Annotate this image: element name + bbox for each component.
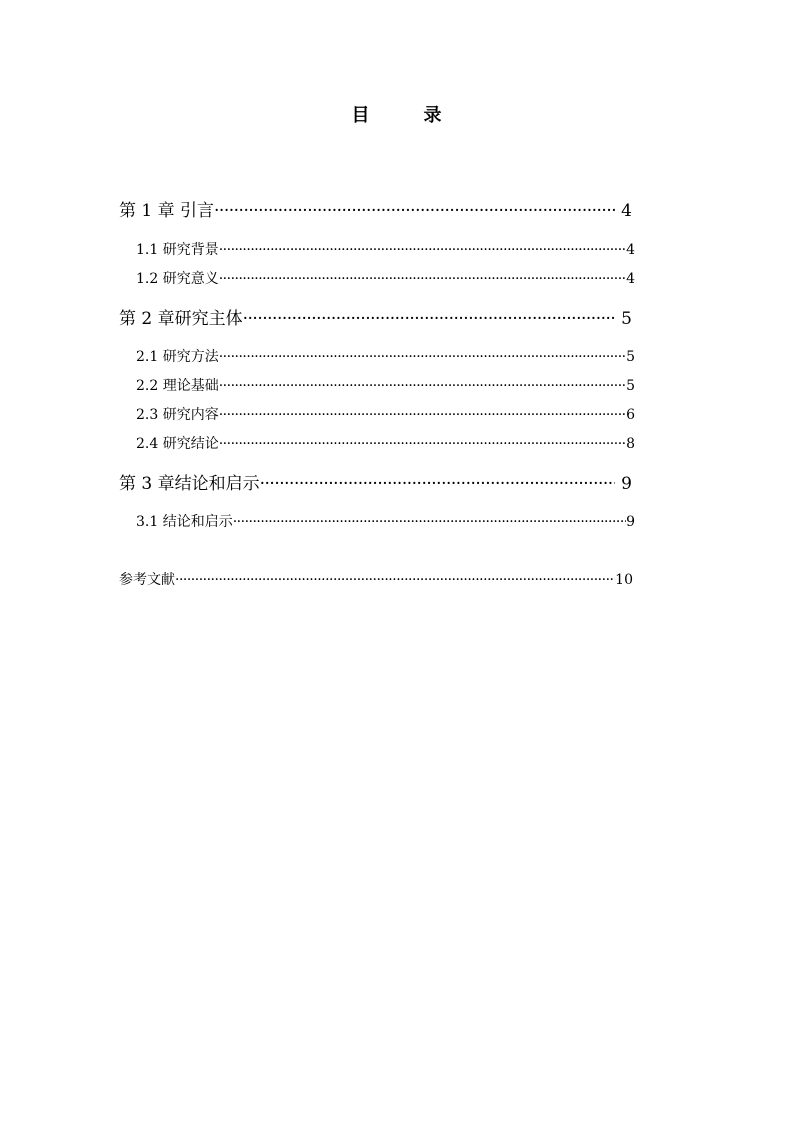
toc-entry-page-number: 10	[615, 572, 633, 588]
toc-entry-page-number: 6	[626, 407, 635, 423]
toc-entry-label: 3.1 结论和启示	[136, 514, 233, 530]
dot-leader	[219, 405, 626, 425]
toc-entry-section-1-1[interactable]	[136, 240, 635, 260]
toc-entry-label: 2.4 研究结论	[136, 436, 219, 452]
toc-entry-page-number: 5	[621, 309, 632, 329]
toc-entry-label: 第 3 章结论和启示	[119, 474, 260, 494]
dot-leader	[233, 512, 626, 532]
dot-leader	[219, 347, 626, 367]
dot-leader	[175, 570, 615, 590]
dot-leader	[219, 434, 626, 454]
toc-entry-page-number: 8	[626, 436, 635, 452]
toc-entry-page-number: 5	[626, 378, 635, 394]
toc-entry-chapter-1[interactable]	[119, 199, 632, 223]
toc-title: 目 录	[351, 105, 460, 126]
toc-entry-section-2-3[interactable]	[136, 405, 635, 425]
toc-entry-page-number: 5	[626, 349, 635, 365]
toc-entry-page-number: 9	[626, 514, 635, 530]
toc-entry-page-number: 4	[626, 271, 635, 287]
dot-leader	[219, 269, 626, 289]
toc-entry-page-number: 9	[621, 474, 632, 494]
dot-leader	[219, 240, 626, 260]
toc-entry-label: 2.1 研究方法	[136, 349, 219, 365]
toc-entry-label: 2.2 理论基础	[136, 378, 219, 394]
toc-entry-label: 1.2 研究意义	[136, 271, 219, 287]
toc-entry-chapter-2[interactable]	[119, 307, 632, 331]
dot-leader	[214, 199, 615, 223]
dot-leader	[260, 472, 616, 496]
toc-entry-label: 第 1 章 引言	[119, 201, 215, 221]
dot-leader	[219, 376, 626, 396]
toc-entry-page-number: 4	[621, 201, 632, 221]
toc-entry-section-2-2[interactable]	[136, 376, 635, 396]
toc-entry-section-3-1[interactable]	[136, 512, 635, 532]
toc-entry-references[interactable]	[119, 570, 633, 590]
toc-entry-label: 第 2 章研究主体	[119, 309, 243, 329]
dot-leader	[243, 307, 616, 331]
toc-entry-chapter-3[interactable]	[119, 472, 632, 496]
toc-entry-section-1-2[interactable]	[136, 269, 635, 289]
toc-entry-section-2-1[interactable]	[136, 347, 635, 367]
toc-entry-label: 1.1 研究背景	[136, 242, 219, 258]
toc-entry-label: 参考文献	[119, 572, 175, 588]
toc-entry-label: 2.3 研究内容	[136, 407, 219, 423]
toc-entry-page-number: 4	[626, 242, 635, 258]
toc-entry-section-2-4[interactable]	[136, 434, 635, 454]
